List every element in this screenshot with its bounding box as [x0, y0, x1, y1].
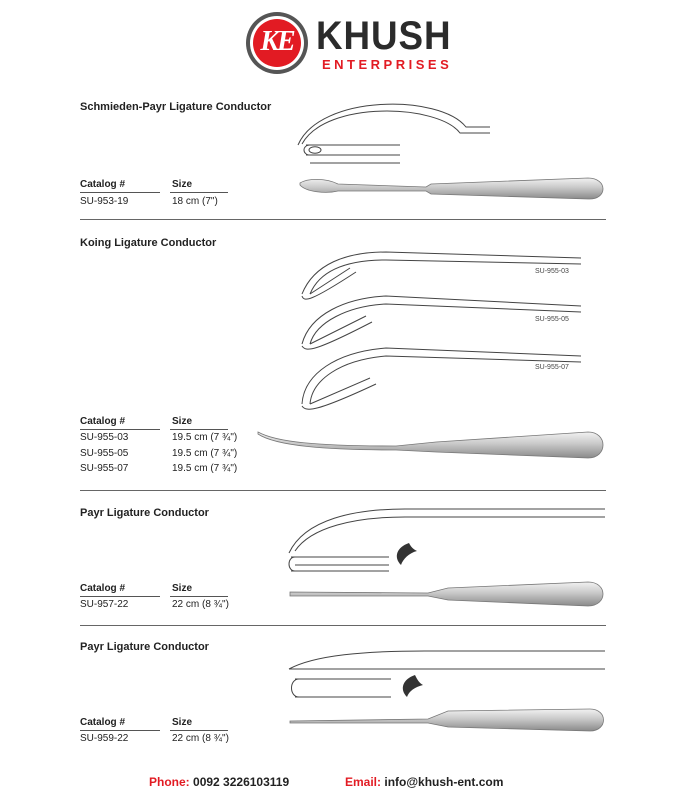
section-title: Payr Ligature Conductor	[80, 641, 209, 653]
instrument-tip-diagram	[285, 645, 607, 707]
instrument-photo	[288, 707, 608, 733]
tip-label: SU-955-03	[535, 268, 569, 275]
logo-name: KHUSH	[316, 14, 452, 58]
table-rule	[170, 192, 228, 193]
table-rule	[170, 730, 228, 731]
email-address[interactable]: info@khush-ent.com	[384, 775, 504, 789]
instrument-tip-diagram	[285, 505, 607, 575]
catalog-number: SU-957-22	[80, 599, 129, 610]
size-header: Size	[172, 583, 193, 594]
section-title: Koing Ligature Conductor	[80, 237, 217, 249]
catalog-header: Catalog #	[80, 583, 126, 594]
size-header: Size	[172, 416, 193, 427]
catalog-number: SU-955-05	[80, 448, 129, 459]
section-divider	[80, 625, 606, 626]
section-divider	[80, 490, 606, 491]
table-rule	[170, 429, 228, 430]
brand-logo	[244, 10, 454, 76]
size-value: 19.5 cm (7 ¾")	[172, 432, 238, 443]
table-rule	[80, 730, 160, 731]
size-value: 19.5 cm (7 ¾")	[172, 448, 238, 459]
catalog-header: Catalog #	[80, 179, 126, 190]
email-label: Email:	[345, 775, 382, 789]
catalog-number: SU-955-07	[80, 463, 129, 474]
catalog-header: Catalog #	[80, 717, 126, 728]
tip-label: SU-955-07	[535, 364, 569, 371]
catalog-header: Catalog #	[80, 416, 126, 427]
catalog-number: SU-959-22	[80, 733, 129, 744]
table-rule	[80, 596, 160, 597]
footer-email	[345, 775, 503, 789]
instrument-photo	[296, 172, 608, 204]
logo-tagline: ENTERPRISES	[322, 57, 453, 72]
size-header: Size	[172, 717, 193, 728]
phone-label: Phone:	[149, 775, 190, 789]
table-rule	[170, 596, 228, 597]
catalog-number: SU-953-19	[80, 196, 129, 207]
tip-label: SU-955-05	[535, 316, 569, 323]
section-divider	[80, 219, 606, 220]
footer-phone	[149, 775, 289, 789]
table-rule	[80, 429, 160, 430]
phone-number[interactable]: 0092 3226103119	[193, 775, 290, 789]
logo-monogram: KE	[260, 26, 294, 57]
size-value: 18 cm (7")	[172, 196, 218, 207]
instrument-tip-diagram	[290, 100, 500, 170]
size-value: 22 cm (8 ¾")	[172, 733, 229, 744]
size-value: 22 cm (8 ¾")	[172, 599, 229, 610]
instrument-photo	[288, 580, 608, 608]
size-value: 19.5 cm (7 ¾")	[172, 463, 238, 474]
table-rule	[80, 192, 160, 193]
catalog-number: SU-955-03	[80, 432, 129, 443]
instrument-photo	[256, 422, 608, 464]
size-header: Size	[172, 179, 193, 190]
section-title: Schmieden-Payr Ligature Conductor	[80, 101, 272, 113]
section-title: Payr Ligature Conductor	[80, 507, 209, 519]
